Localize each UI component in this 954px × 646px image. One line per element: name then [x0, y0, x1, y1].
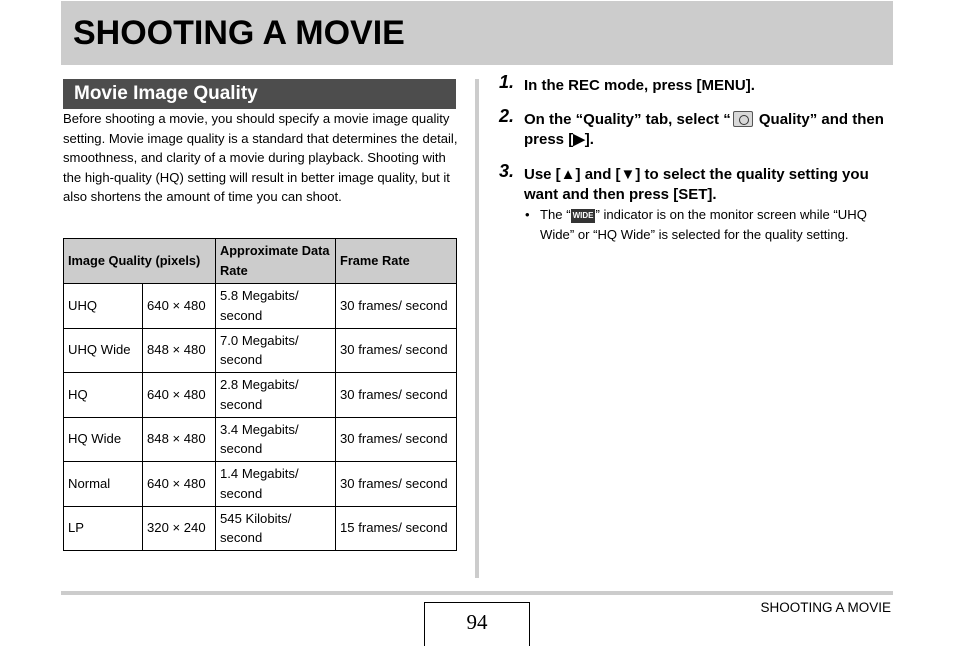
footer-section-label: SHOOTING A MOVIE [760, 600, 891, 615]
step-text-part: On the “Quality” tab, select “ [524, 111, 731, 128]
note-text [540, 205, 895, 245]
row-data-rate: 1.4 Megabits/ second [216, 462, 336, 507]
row-name: UHQ [64, 284, 143, 329]
step-number: 3. [499, 161, 515, 181]
row-name: HQ Wide [64, 417, 143, 462]
row-frame-rate: 30 frames/ second [336, 417, 457, 462]
header-image-quality: Image Quality (pixels) [64, 239, 216, 284]
table-row [64, 462, 457, 507]
row-data-rate: 7.0 Megabits/ second [216, 328, 336, 373]
step-text [524, 165, 894, 205]
page-title: SHOOTING A MOVIE [73, 14, 405, 52]
quality-table [63, 238, 457, 551]
header-data-rate: Approximate Data Rate [216, 239, 336, 284]
row-pixels: 848 × 480 [143, 417, 216, 462]
note-text-part: ” indicator is on the monitor screen while “UHQ Wide” or “HQ Wide” is selected for the quality setting. [540, 207, 867, 242]
row-frame-rate: 30 frames/ second [336, 373, 457, 418]
table-row [64, 506, 457, 551]
step-text [524, 110, 894, 150]
row-name: HQ [64, 373, 143, 418]
row-frame-rate: 30 frames/ second [336, 328, 457, 373]
row-name: LP [64, 506, 143, 551]
bullet: • [525, 207, 530, 222]
page-number: 94 [424, 602, 530, 646]
step-number: 1. [499, 72, 515, 92]
step-text-part: Use [▲] and [▼] to select the quality setting you want and then press [SET]. [524, 166, 869, 203]
table-header-row [64, 239, 457, 284]
row-pixels: 640 × 480 [143, 373, 216, 418]
row-pixels: 848 × 480 [143, 328, 216, 373]
header-frame-rate: Frame Rate [336, 239, 457, 284]
row-name: Normal [64, 462, 143, 507]
row-frame-rate: 30 frames/ second [336, 462, 457, 507]
row-pixels: 640 × 480 [143, 284, 216, 329]
table-row [64, 417, 457, 462]
row-name: UHQ Wide [64, 328, 143, 373]
row-data-rate: 5.8 Megabits/ second [216, 284, 336, 329]
row-pixels: 640 × 480 [143, 462, 216, 507]
row-pixels: 320 × 240 [143, 506, 216, 551]
step-text-part: Quality” and then press [▶]. [524, 111, 884, 148]
step-text-part: In the REC mode, press [MENU]. [524, 77, 755, 94]
row-frame-rate: 15 frames/ second [336, 506, 457, 551]
step-text [524, 76, 894, 96]
step-number: 2. [499, 106, 515, 126]
wide-indicator-icon: WIDE [571, 209, 596, 223]
intro-paragraph: Before shooting a movie, you should specify a movie image quality setting. Movie image quality is a standard that determines the detail, smoothness, and clarity of a movie during playback. Shooting with the high-quality (HQ) setting will result in better image quality, but it also shortens the amount of time you can shoot. [63, 111, 458, 205]
table-row [64, 284, 457, 329]
movie-quality-icon [733, 111, 753, 127]
table-row [64, 328, 457, 373]
row-data-rate: 545 Kilobits/ second [216, 506, 336, 551]
row-frame-rate: 30 frames/ second [336, 284, 457, 329]
footer-rule [61, 591, 893, 595]
note-text-part: The “ [540, 207, 571, 222]
table-row [64, 373, 457, 418]
row-data-rate: 2.8 Megabits/ second [216, 373, 336, 418]
row-data-rate: 3.4 Megabits/ second [216, 417, 336, 462]
column-divider [475, 79, 479, 578]
section-heading: Movie Image Quality [63, 79, 456, 109]
header-bar [61, 1, 893, 65]
